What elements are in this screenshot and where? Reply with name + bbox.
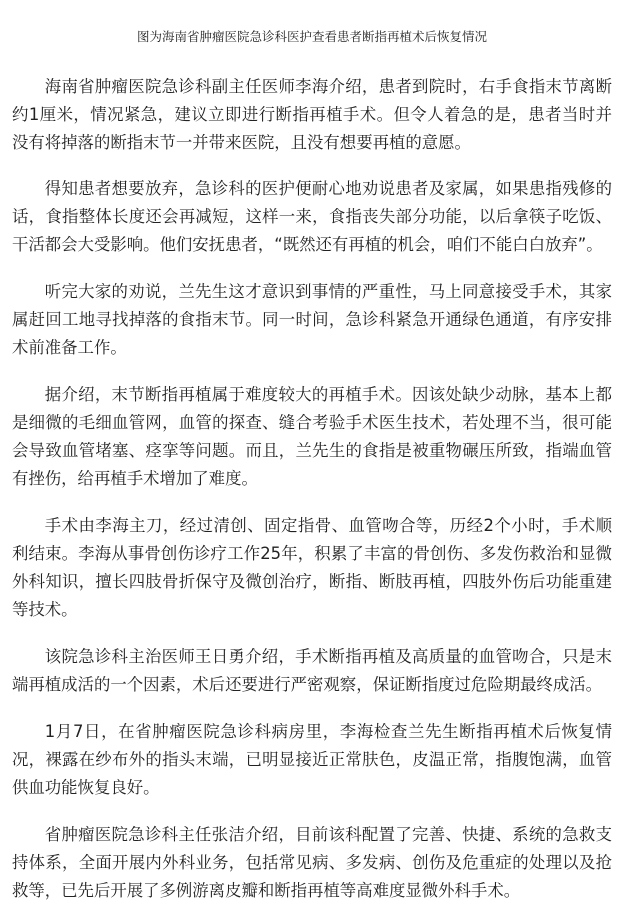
paragraph-3: 听完大家的劝说，兰先生这才意识到事情的严重性，马上同意接受手术，其家属赶回工地寻找掉落的食指末节。同一时间，急诊科紧急开通绿色通道，有序安排术前准备工作。: [12, 282, 612, 357]
paragraph-2: 得知患者想要放弃，急诊科的医护便耐心地劝说患者及家属，如果患指残修的话，食指整体长度还会再减短，这样一来，食指丧失部分功能，以后拿筷子吃饭、干活都会大受影响。他们安抚患者，“既然还有再植的机会，咱们不能白白放弃”。: [12, 179, 612, 254]
paragraph-6: 该院急诊科主治医师王日勇介绍，手术断指再植及高质量的血管吻合，只是末端再植成活的一个因素，术后还要进行严密观察，保证断指度过危险期最终成活。: [12, 647, 612, 694]
paragraph-8: 省肿瘤医院急诊科主任张洁介绍，目前该科配置了完善、快捷、系统的急救支持体系，全面开展内外科业务，包括常见病、多发病、创伤及危重症的处理以及抢救等，已先后开展了多例游离皮瓣和断指再植等高难度显微外科手术。: [12, 825, 612, 900]
paragraph-7: 1月7日，在省肿瘤医院急诊科病房里，李海检查兰先生断指再植术后恢复情况，裸露在纱布外的指头末端，已明显接近正常肤色，皮温正常，指腹饱满，血管供血功能恢复良好。: [12, 722, 612, 797]
paragraph-1: 海南省肿瘤医院急诊科副主任医师李海介绍，患者到院时，右手食指末节离断约1厘米，情况紧急，建议立即进行断指再植手术。但令人着急的是，患者当时并没有将掉落的断指末节一并带来医院，且没有想要再植的意愿。: [12, 77, 612, 152]
paragraph-4: 据介绍，末节断指再植属于难度较大的再植手术。因该处缺少动脉，基本上都是细微的毛细血管网，血管的探查、缝合考验手术医生技术，若处理不当，很可能会导致血管堵塞、痉挛等问题。而且，兰先生的食指是被重物碾压所致，指端血管有挫伤，给再植手术增加了难度。: [12, 385, 612, 488]
paragraph-5: 手术由李海主刀，经过清创、固定指骨、血管吻合等，历经2个小时，手术顺利结束。李海从事骨创伤诊疗工作25年，积累了丰富的骨创伤、多发伤救治和显微外科知识，擅长四肢骨折保守及微创治疗，断指、断肢再植，四肢外伤后功能重建等技术。: [12, 516, 612, 619]
news-article: [12, 0, 612, 905]
image-caption: 图为海南省肿瘤医院急诊科医护查看患者断指再植术后恢复情况: [136, 29, 487, 44]
